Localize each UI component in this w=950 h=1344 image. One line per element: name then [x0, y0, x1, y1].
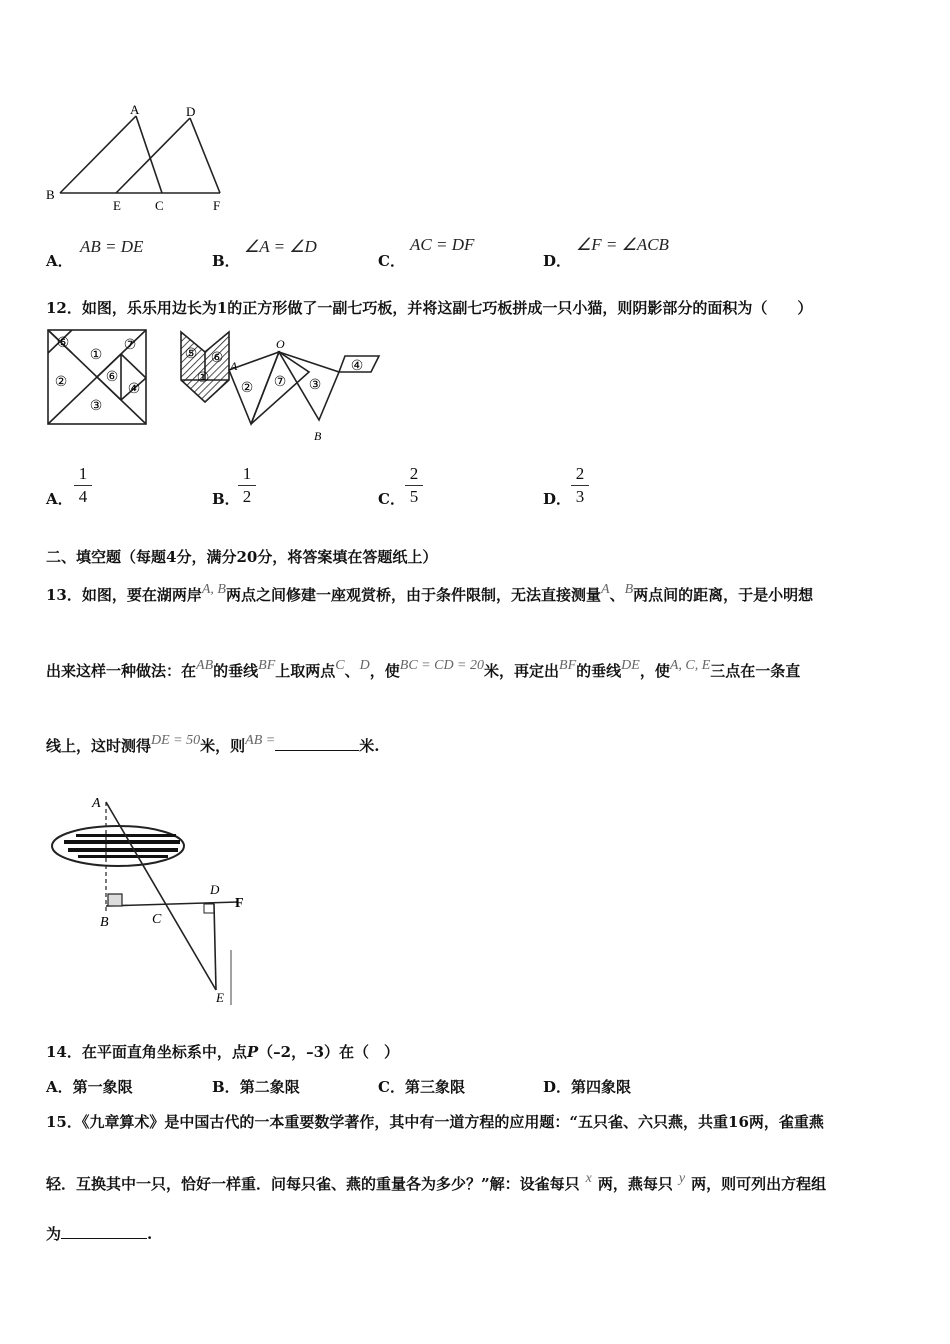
q12-option-b-den: 2: [242, 487, 252, 506]
q11-label-b: B: [46, 187, 55, 202]
q12-option-a-fraction: [74, 464, 92, 507]
q11-triangles-figure: [40, 100, 240, 220]
q13-l3b: 米，则: [200, 737, 246, 755]
q15-var-x: x: [585, 1171, 592, 1186]
q11-option-c-letter[interactable]: C．: [378, 252, 405, 270]
q13-l2a: 出来这样一种做法：在: [46, 662, 197, 680]
q15-l2a: 轻．互换其中一只，恰好一样重．问每只雀、燕的重量各为多少？”解：设雀每只: [46, 1175, 580, 1193]
q12-option-b-fraction: [238, 464, 256, 507]
q13-l1d: 两点间的距离，于是小明想: [633, 586, 814, 604]
tangram-label-1: ①: [89, 348, 103, 363]
cat-label-5: ⑤: [184, 347, 198, 362]
cat-label-1: ①: [196, 371, 210, 386]
q11-option-b-letter[interactable]: B．: [212, 252, 240, 270]
q12-option-c-den: 5: [409, 487, 419, 506]
q15-l3: 为: [46, 1225, 62, 1243]
q13-l2m5: BC = CD = 20: [399, 658, 484, 673]
q11-option-a-text: AB = DE: [80, 237, 144, 256]
q11-option-b-text: ∠A = ∠D: [244, 237, 317, 256]
q12-tangram-square: [46, 328, 150, 428]
q12-option-d-letter[interactable]: D．: [543, 490, 572, 508]
q15-line-3: [46, 1223, 152, 1244]
tangram-label-5: ⑤: [56, 336, 70, 351]
q11-label-e: E: [113, 198, 121, 213]
q13-fig-label-c: C: [152, 912, 162, 927]
cat-label-b: B: [314, 429, 322, 443]
q13-l3m2: AB =: [245, 733, 276, 748]
q15-l2b: 两，燕每只: [597, 1175, 673, 1193]
q12-option-a-num: 1: [78, 464, 88, 483]
q13-l2m7: DE: [621, 658, 640, 673]
q13-l3c: 米.: [359, 737, 380, 755]
q12-option-c-num: 2: [409, 464, 419, 483]
q12-option-b-letter[interactable]: B．: [212, 490, 240, 508]
q12-option-b-num: 1: [242, 464, 252, 483]
cat-label-7: ⑦: [273, 375, 287, 390]
q11-option-d-text: ∠F = ∠ACB: [576, 235, 669, 254]
q11-label-c: C: [155, 198, 164, 213]
q13-fig-label-f: F: [235, 896, 244, 911]
q14-stem: [46, 1041, 399, 1062]
q15-line-2: [46, 1173, 826, 1194]
q13-l2g: 的垂线: [576, 662, 622, 680]
q13-l2m4: D: [359, 658, 370, 673]
q13-l2m6: BF: [559, 658, 577, 673]
q11-label-f: F: [213, 198, 221, 213]
q15-answer-blank[interactable]: [61, 1238, 147, 1239]
q13-l1c: 、: [609, 586, 625, 604]
q13-l3m1: DE = 50: [151, 733, 201, 748]
q13-l2b: 的垂线: [213, 662, 259, 680]
q13-fig-label-d: D: [210, 882, 220, 897]
q13-l1m1: A, B: [201, 582, 226, 597]
q15-var-y: y: [678, 1171, 686, 1186]
q13-lake-figure: [48, 790, 248, 1010]
q13-fig-label-b: B: [100, 915, 109, 930]
q15-l2c: 两，则可列出方程组: [691, 1175, 827, 1193]
q13-l3a: 线上，这时测得: [46, 737, 152, 755]
q13-l2i: 三点在一条直: [710, 662, 801, 680]
q13-answer-blank[interactable]: [275, 750, 359, 751]
q13-l2m1: AB: [196, 658, 214, 673]
cat-label-4: ④: [350, 359, 364, 374]
q14-option-d[interactable]: D．第四象限: [543, 1078, 632, 1096]
q13-l2h: ，使: [639, 662, 670, 680]
q13-fig-label-e: E: [216, 990, 224, 1005]
q13-line-3: [46, 735, 379, 756]
q14-option-a[interactable]: A．第一象限: [46, 1078, 133, 1096]
q12-option-a-den: 4: [78, 487, 88, 506]
cat-label-6: ⑥: [210, 351, 224, 366]
q11-option-a-letter[interactable]: A．: [46, 252, 73, 270]
tangram-label-7: ⑦: [123, 338, 137, 353]
q13-l1a: 13．如图，要在湖两岸: [46, 586, 202, 604]
q13-l2e: ，使: [369, 662, 400, 680]
tangram-label-2: ②: [54, 375, 68, 390]
lake-pattern: [64, 834, 180, 858]
cat-label-a: A: [230, 359, 238, 373]
cat-label-3: ③: [308, 378, 322, 393]
q13-line-2: [46, 660, 800, 681]
q14-option-c[interactable]: C．第三象限: [378, 1078, 465, 1096]
q12-tangram-cat: [175, 326, 385, 446]
q14-stem-p: P: [246, 1043, 259, 1061]
q12-option-d-num: 2: [575, 464, 585, 483]
q13-l2f: 米，再定出: [484, 662, 560, 680]
q13-fig-label-a: A: [92, 796, 101, 811]
q13-l2m8: A, C, E: [669, 658, 711, 673]
tangram-label-6: ⑥: [105, 370, 119, 385]
q12-option-d-fraction: [571, 464, 589, 507]
q14-option-b[interactable]: B．第二象限: [212, 1078, 300, 1096]
q11-option-d-letter[interactable]: D．: [543, 252, 572, 270]
q15-line-1: 15．《九章算术》是中国古代的一本重要数学著作，其中有一道方程的应用题：“五只雀、六只燕，共重16两，雀重燕: [46, 1113, 824, 1131]
tangram-label-3: ③: [89, 399, 103, 414]
q13-l2m2: BF: [258, 658, 276, 673]
q14-stem-a: 14．在平面直角坐标系中，点: [46, 1043, 247, 1061]
q12-option-a-letter[interactable]: A．: [46, 490, 73, 508]
q15-l3end: .: [147, 1225, 153, 1243]
q12-stem: 12．如图，乐乐用边长为1的正方形做了一副七巧板，并将这副七巧板拼成一只小猫，则阴影部分的面积为（ ）: [46, 299, 813, 317]
cat-label-o: O: [276, 337, 285, 351]
q13-l1m3: B: [624, 582, 634, 597]
q13-line-1: [46, 584, 813, 605]
q11-label-a: A: [130, 102, 140, 117]
q11-label-d: D: [186, 104, 196, 119]
q12-option-d-den: 3: [575, 487, 585, 506]
section-title: 二、填空题（每题4分，满分20分，将答案填在答题纸上）: [46, 548, 438, 566]
cat-label-2: ②: [240, 381, 254, 396]
q13-l2c: 上取两点: [275, 662, 336, 680]
q13-l2d: 、: [344, 662, 360, 680]
q14-stem-b: （–2，–3）在（ ）: [258, 1043, 400, 1061]
tangram-label-4: ④: [127, 382, 141, 397]
q13-l1m2: A: [601, 582, 610, 597]
q11-option-c-text: AC = DF: [410, 235, 475, 254]
q13-l1b: 两点之间修建一座观赏桥，由于条件限制，无法直接测量: [225, 586, 601, 604]
q13-l2m3: C: [335, 658, 345, 673]
q12-option-c-letter[interactable]: C．: [378, 490, 405, 508]
q12-option-c-fraction: [405, 464, 423, 507]
